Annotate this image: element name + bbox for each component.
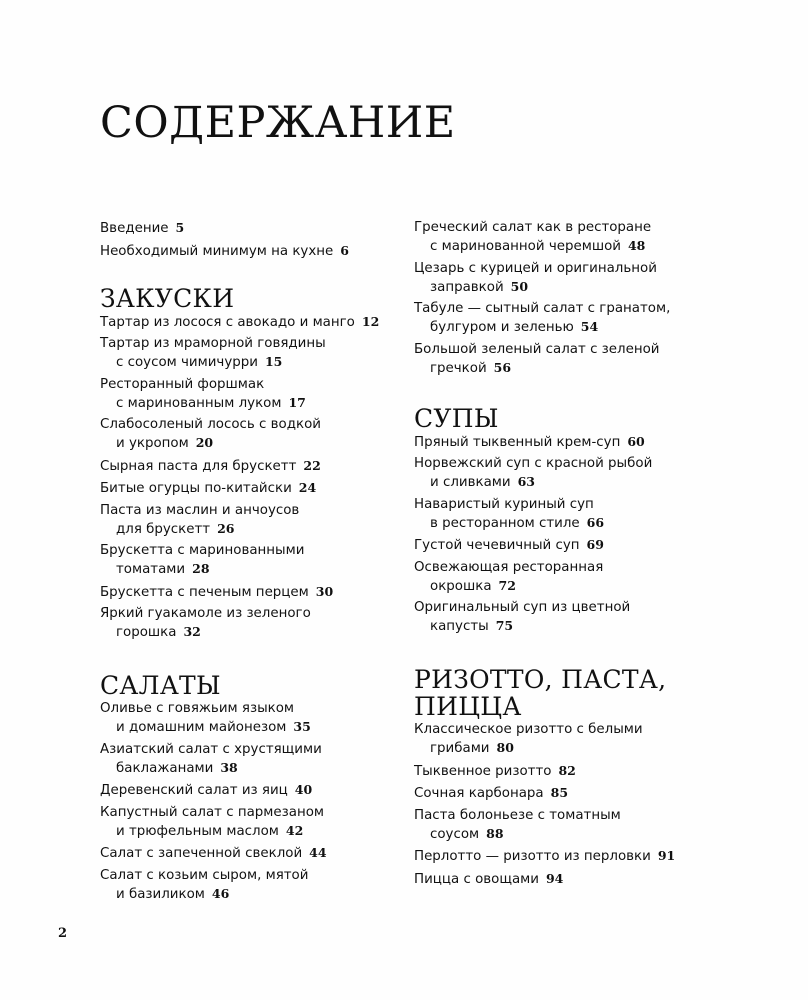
toc-entry-title-line [414, 559, 714, 577]
toc-entry-text: Капустный салат с пармезаном [100, 804, 325, 820]
toc-entry[interactable] [100, 867, 400, 904]
toc-entry[interactable] [100, 741, 400, 778]
toc-entry-text: Паста болоньезе с томатным [414, 807, 621, 823]
toc-page-number: 69 [586, 537, 604, 552]
toc-column-left [100, 219, 400, 907]
toc-entry-title-line [414, 739, 714, 758]
toc-page-number: 30 [315, 583, 334, 599]
toc-entry-text: окрошка [430, 578, 492, 594]
toc-entry-text: гречкой [430, 360, 487, 376]
toc-entry-title-line [100, 394, 400, 413]
toc-entry-title-line [100, 313, 400, 332]
toc-entry-title-line [100, 353, 400, 372]
toc-entry[interactable] [414, 433, 714, 452]
toc-entry[interactable] [414, 219, 714, 256]
toc-entry[interactable] [100, 479, 400, 498]
toc-page-number: 80 [496, 740, 514, 755]
toc-entry-text: и трюфельным маслом [116, 823, 279, 839]
toc-entry-text: и сливками [430, 475, 511, 490]
section-heading: РИЗОТТО, ПАСТА, ПИЦЦА [414, 665, 667, 721]
toc-page-number: 12 [361, 313, 380, 329]
toc-entry-text: Необходимый минимум на кухне [100, 243, 334, 259]
toc-entry[interactable] [414, 762, 714, 781]
toc-entry[interactable] [100, 542, 400, 579]
toc-entry-title-line [100, 867, 400, 885]
toc-entry-title-line [414, 825, 714, 844]
toc-entry-text: Густой чечевичный суп [414, 538, 580, 553]
toc-entry-text: Паста из маслин и анчоусов [100, 502, 300, 518]
toc-entry[interactable] [100, 335, 400, 372]
toc-entry-text: Перлотто — ризотто из перловки [414, 849, 651, 864]
section-heading: ЗАКУСКИ [100, 283, 235, 313]
toc-entry-title-line [100, 479, 400, 498]
toc-page-number: 24 [298, 480, 317, 495]
toc-entry-title-line [100, 741, 400, 759]
toc-entry[interactable] [414, 496, 714, 533]
toc-entry-title-line [100, 376, 400, 394]
toc-entry-text: Салат с козьим сыром, мятой [100, 867, 309, 883]
toc-entry-text: Норвежский суп с красной рыбой [414, 456, 653, 471]
toc-entry-text: баклажанами [116, 760, 214, 776]
toc-entry[interactable] [414, 721, 714, 758]
toc-page-number: 32 [183, 624, 201, 639]
toc-entry-text: Наваристый куриный суп [414, 496, 594, 512]
toc-entry-text: грибами [430, 741, 490, 756]
toc-page-number: 38 [220, 759, 238, 775]
toc-entry-title-line [100, 457, 400, 476]
toc-entry-title-line [414, 455, 714, 473]
toc-page-number: 15 [264, 354, 283, 369]
toc-entry-title-line [100, 804, 400, 822]
toc-entry-title-line [100, 335, 400, 353]
toc-entry[interactable] [414, 870, 714, 889]
toc-page-number: 17 [288, 394, 306, 410]
toc-entry-title-line [100, 416, 400, 434]
toc-entry[interactable] [100, 502, 400, 539]
toc-entry-title-line [414, 219, 714, 237]
toc-entry-text: Салат с запеченной свеклой [100, 846, 303, 861]
toc-entry-text: Сырная паста для брускетт [100, 458, 297, 474]
toc-entry[interactable] [100, 583, 400, 602]
toc-page-number: 50 [510, 278, 529, 294]
toc-page-number: 94 [545, 870, 564, 886]
toc-page-number: 46 [211, 885, 230, 901]
toc-entry-text: с соусом чимичурри [116, 355, 258, 370]
toc-entry-title-line [414, 473, 714, 492]
toc-entry[interactable] [414, 784, 714, 803]
toc-entry[interactable] [100, 804, 400, 841]
toc-entry-text: Битые огурцы по-китайски [100, 481, 292, 496]
toc-entry-text: Классическое ризотто с белыми [414, 722, 643, 737]
toc-entry-text: Большой зеленый салат с зеленой [414, 341, 660, 357]
page-number: 2 [58, 926, 68, 941]
toc-section [100, 219, 400, 261]
toc-section [100, 672, 400, 904]
toc-entry-text: Табуле — сытный салат с гранатом, [414, 301, 671, 316]
toc-entry-title-line [414, 260, 714, 278]
page-title: СОДЕРЖАНИЕ [100, 98, 456, 148]
toc-page-number: 91 [657, 848, 676, 863]
toc-entry[interactable] [100, 605, 400, 642]
toc-entry-title-line [414, 318, 714, 337]
toc-page-number: 20 [195, 435, 214, 450]
toc-entry-text: заправкой [430, 279, 504, 295]
toc-page-number: 48 [627, 238, 646, 253]
toc-entry[interactable] [414, 341, 714, 378]
toc-entry-title-line [100, 542, 400, 560]
toc-entry[interactable] [100, 219, 400, 238]
toc-entry-title-line [100, 623, 400, 642]
toc-entry-title-line [100, 520, 400, 539]
toc-entry-text: Введение [100, 221, 169, 236]
toc-entry[interactable] [100, 313, 400, 332]
toc-page-number: 54 [580, 319, 599, 334]
toc-entry-text: для брускетт [116, 521, 211, 537]
toc-section [414, 666, 714, 889]
toc-entry-title-line [100, 700, 400, 718]
toc-entry-text: Оливье с говяжьим языком [100, 701, 295, 716]
toc-entry[interactable] [100, 376, 400, 413]
toc-entry[interactable] [414, 559, 714, 596]
toc-section [414, 405, 714, 637]
toc-page-number: 63 [517, 474, 535, 489]
toc-entry-title-line [100, 844, 400, 863]
toc-entry-text: Тартар из мраморной говядины [100, 336, 326, 351]
toc-page-number: 42 [285, 822, 304, 838]
toc-page-number: 60 [627, 433, 645, 449]
toc-entry-title-line [414, 847, 714, 866]
toc-entry-text: с маринованной черемшой [430, 239, 621, 254]
toc-entry-text: Пицца с овощами [414, 871, 539, 887]
toc-entry-text: Азиатский салат с хрустящими [100, 741, 322, 757]
toc-page-number: 6 [340, 242, 349, 258]
toc-page-number: 82 [558, 762, 576, 778]
toc-entry-text: Брускетта с печеным перцем [100, 584, 309, 600]
toc-entry-text: Освежающая ресторанная [414, 559, 604, 575]
toc-page-number: 26 [217, 520, 235, 536]
toc-entry-title-line [100, 560, 400, 579]
toc-entry-title-line [100, 759, 400, 778]
toc-entry-title-line [414, 807, 714, 825]
toc-entry-title-line [414, 721, 714, 739]
toc-entry-text: в ресторанном стиле [430, 515, 580, 531]
toc-entry-title-line [414, 278, 714, 297]
toc-entry-title-line [414, 433, 714, 452]
toc-entry[interactable] [414, 260, 714, 297]
toc-entry[interactable] [100, 457, 400, 476]
toc-entry-title-line [414, 341, 714, 359]
section-heading: САЛАТЫ [100, 671, 221, 700]
toc-entry-title-line [100, 219, 400, 238]
toc-entry-text: Брускетта с маринованными [100, 543, 305, 558]
toc-entry-title-line [414, 599, 714, 617]
toc-page-number: 28 [192, 561, 210, 576]
toc-entry[interactable] [414, 807, 714, 844]
toc-entry-title-line [414, 577, 714, 596]
toc-column-right [414, 219, 714, 892]
toc-page-number: 72 [498, 577, 516, 593]
toc-page-number: 44 [309, 845, 327, 860]
toc-entry-text: Слабосоленый лосось с водкой [100, 417, 321, 432]
toc-entry-title-line [414, 536, 714, 555]
toc-entry-text: Греческий салат как в ресторане [414, 220, 652, 235]
toc-entry-text: Деревенский салат из яиц [100, 783, 288, 798]
toc-page-number: 85 [550, 785, 569, 800]
toc-page-number: 22 [303, 457, 321, 473]
toc-entry-text: Пряный тыквенный крем-суп [414, 434, 621, 450]
toc-entry[interactable] [414, 536, 714, 555]
toc-entry-title-line [100, 822, 400, 841]
toc-entry-title-line [100, 502, 400, 520]
toc-page-number: 35 [293, 719, 311, 734]
toc-entry[interactable] [414, 599, 714, 636]
toc-entry-title-line [100, 605, 400, 623]
toc-page-number: 75 [495, 618, 514, 633]
toc-entry-title-line [414, 870, 714, 889]
toc-entry[interactable] [414, 847, 714, 866]
toc-entry-text: Сочная карбонара [414, 786, 544, 801]
toc-entry-text: Ресторанный форшмак [100, 376, 265, 392]
toc-entry-title-line [414, 300, 714, 318]
toc-entry-title-line [414, 784, 714, 803]
toc-entry-title-line [100, 434, 400, 453]
section-heading: СУПЫ [414, 403, 499, 433]
toc-page-number: 56 [493, 359, 512, 375]
toc-page-number: 66 [586, 514, 605, 530]
toc-page-number: 40 [294, 782, 313, 797]
toc-entry-title-line [414, 359, 714, 378]
toc-entry-title-line [100, 583, 400, 602]
toc-entry[interactable] [414, 300, 714, 337]
toc-page-number: 88 [486, 825, 504, 841]
toc-entry-title-line [414, 514, 714, 533]
toc-entry-text: Тартар из лосося с авокадо и манго [100, 314, 355, 330]
toc-page-number: 5 [175, 220, 185, 235]
toc-entry-title-line [100, 242, 400, 261]
toc-entry-text: соусом [430, 826, 480, 842]
toc-entry-title-line [414, 617, 714, 636]
toc-entry-text: Цезарь с курицей и оригинальной [414, 260, 657, 276]
toc-entry[interactable] [100, 416, 400, 453]
toc-entry-title-line [100, 718, 400, 737]
toc-entry-title-line [414, 237, 714, 256]
toc-entry-text: и домашним майонезом [116, 720, 287, 735]
toc-entry-text: томатами [116, 562, 186, 577]
toc-entry-text: и базиликом [116, 886, 205, 902]
toc-entry[interactable] [414, 455, 714, 492]
toc-entry-text: с маринованным луком [116, 395, 282, 411]
toc-entry-text: и укропом [116, 436, 189, 451]
toc-entry-text: Яркий гуакамоле из зеленого [100, 606, 311, 621]
toc-entry-text: булгуром и зеленью [430, 320, 574, 335]
toc-entry-text: горошка [116, 625, 177, 640]
toc-entry[interactable] [100, 781, 400, 800]
toc-section [100, 285, 400, 643]
toc-entry[interactable] [100, 844, 400, 863]
toc-entry-title-line [414, 762, 714, 781]
toc-entry-text: капусты [430, 619, 489, 634]
toc-entry-title-line [100, 885, 400, 904]
toc-entry-title-line [414, 496, 714, 514]
toc-entry-text: Оригинальный суп из цветной [414, 600, 631, 615]
toc-entry-title-line [100, 781, 400, 800]
toc-section [414, 219, 714, 378]
toc-entry-text: Тыквенное ризотто [414, 763, 552, 779]
toc-entry[interactable] [100, 242, 400, 261]
toc-entry[interactable] [100, 700, 400, 737]
